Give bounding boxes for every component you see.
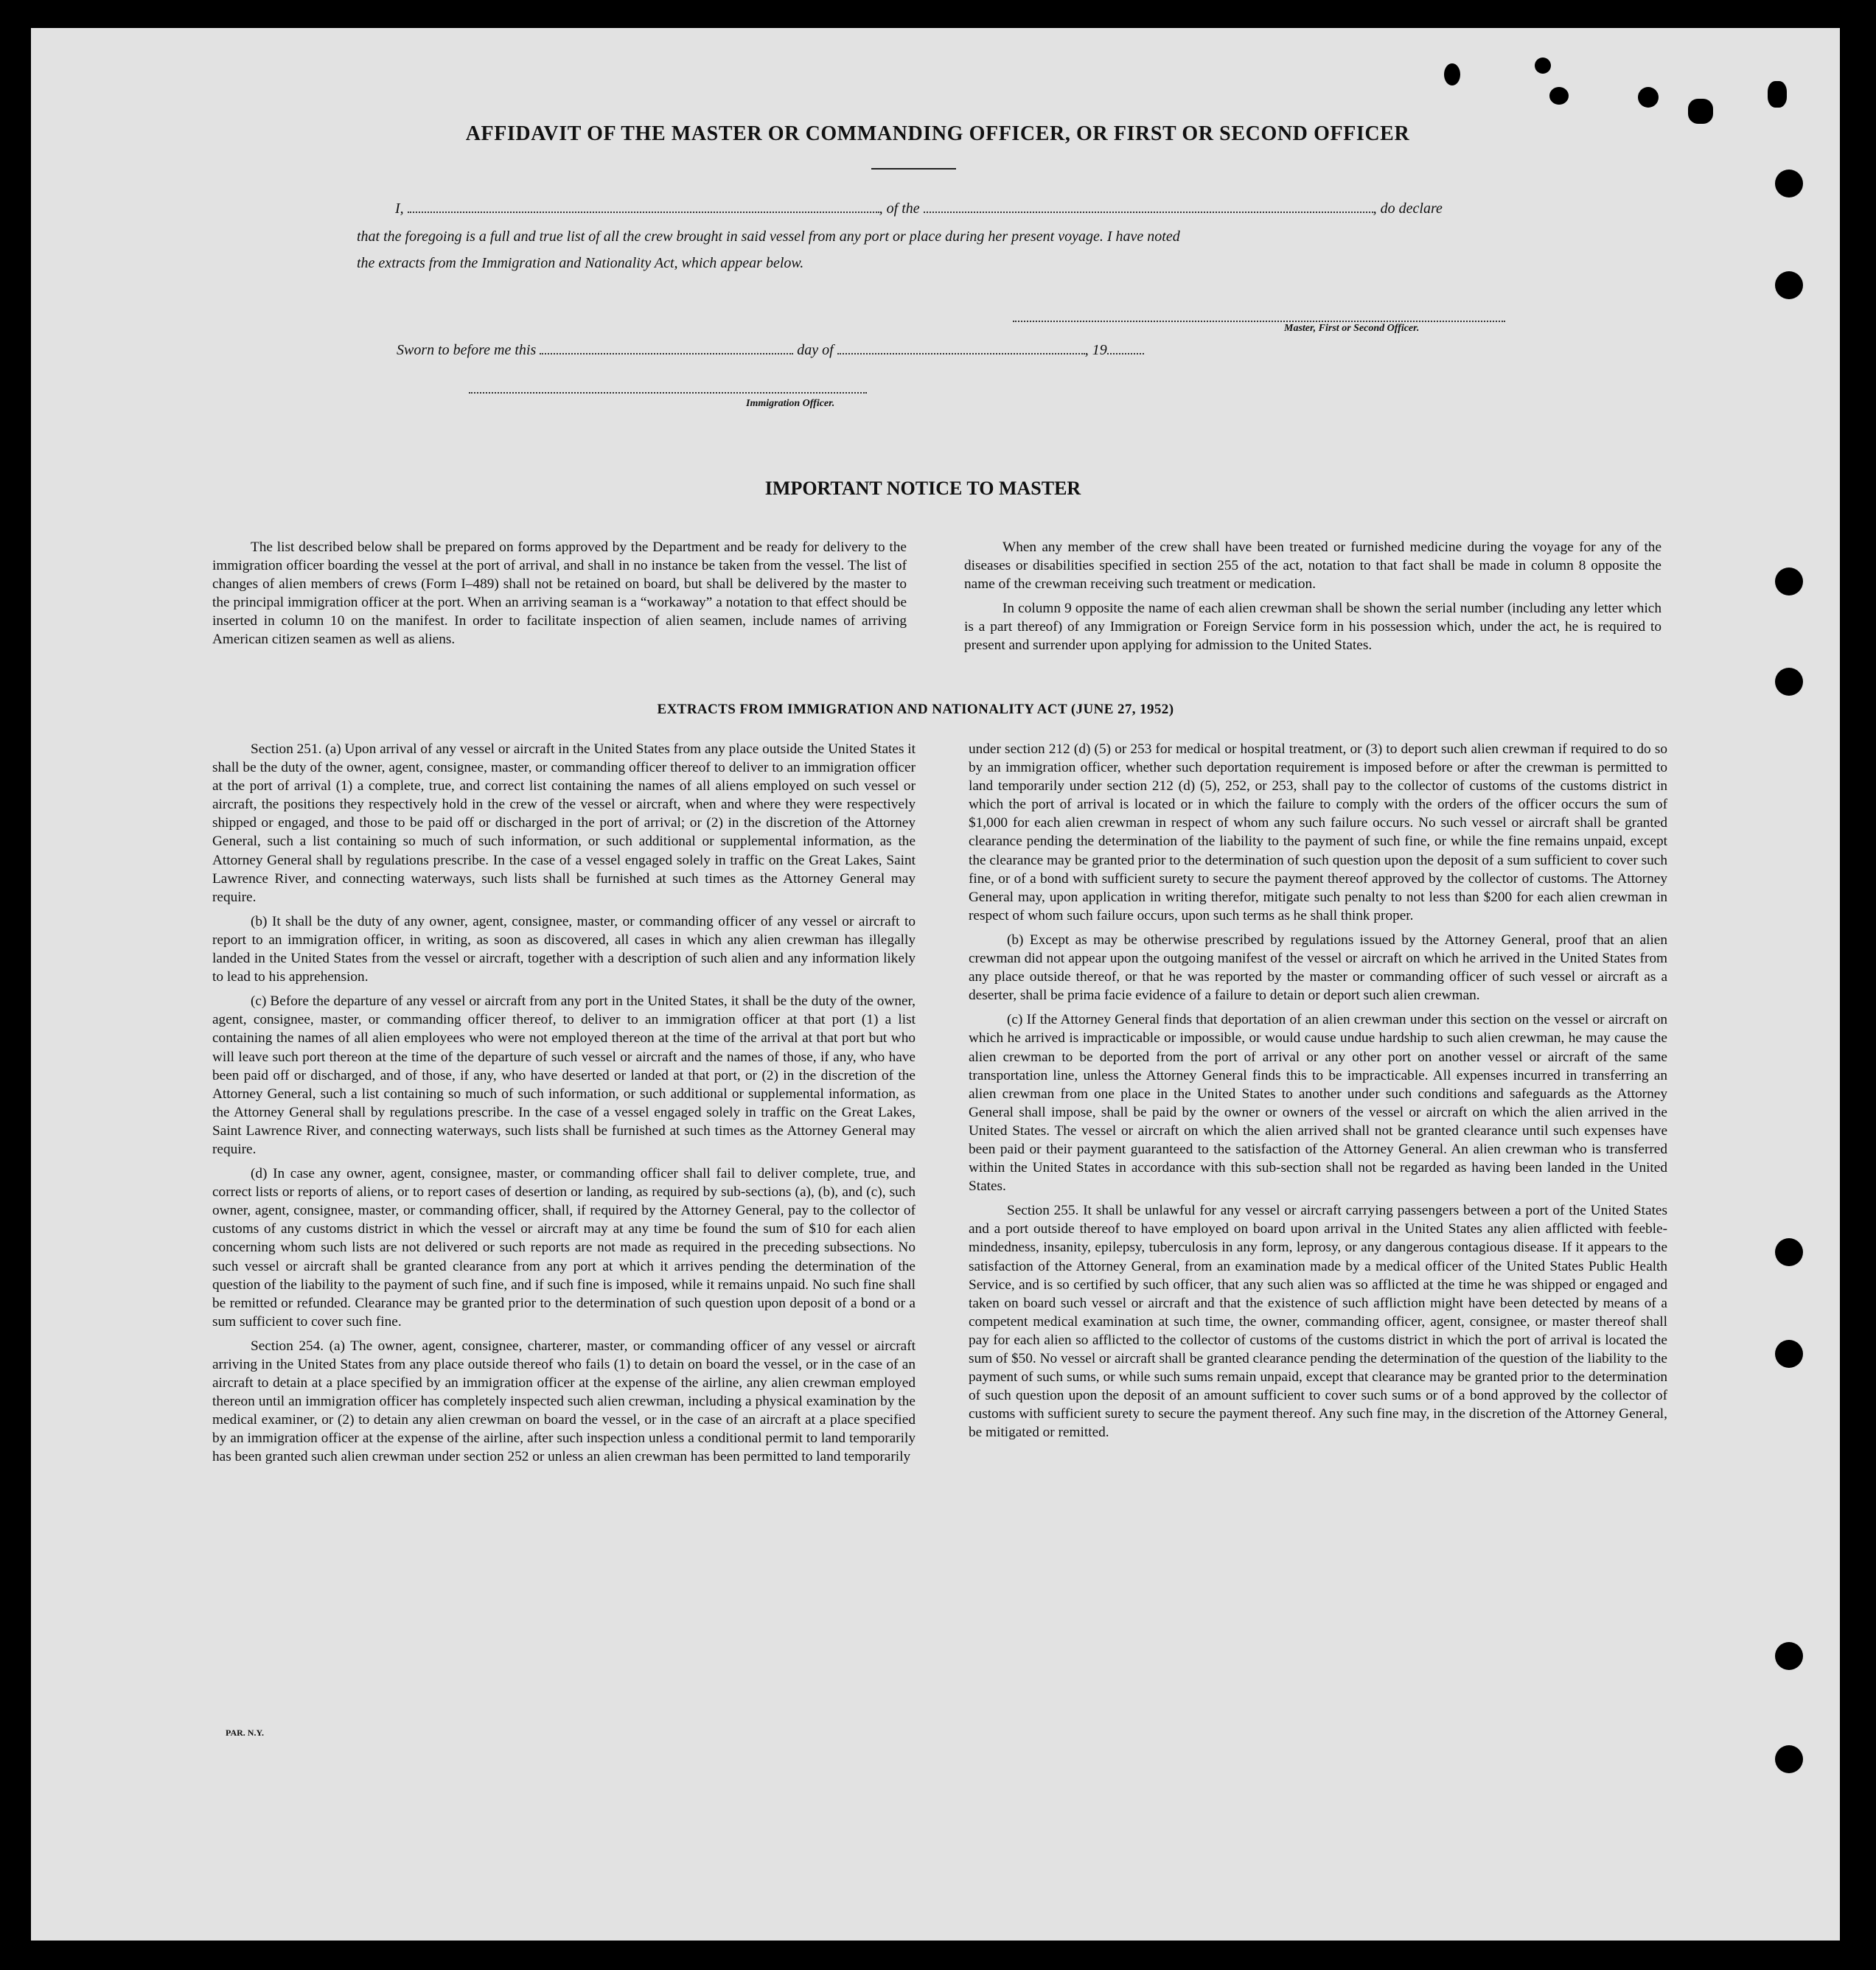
extracts-title: EXTRACTS FROM IMMIGRATION AND NATIONALITY ACT (JUNE 27, 1952) (657, 702, 1174, 717)
affidavit-line-3: the extracts from the Immigration and Nationality Act, which appear below. (357, 255, 804, 271)
ink-spot (1444, 63, 1460, 85)
ink-spot (1549, 87, 1569, 105)
printer-mark: PAR. N.Y. (226, 1728, 265, 1738)
punch-hole (1775, 1642, 1803, 1670)
day-of-label: day of (797, 342, 834, 358)
ink-spot (1688, 99, 1713, 124)
notice-paragraph: In column 9 opposite the name of each alien crewman shall be shown the serial number (including any letter which is a part thereof) of any Immigration or Foreign Service form in his possession which, under the act, he is required to present and surrender upon applying for admission to the United States. (964, 601, 1661, 654)
notice-right-column (964, 538, 1661, 661)
do-declare-label: , do declare (1373, 200, 1443, 217)
statute-paragraph: Section 255. It shall be unlawful for any vessel or aircraft carrying passengers between a port of the United States and a port outside thereof to have employed on board upon arrival in the United States any alien afflicted with feeble-mindedness, insanity, epilepsy, tuberculosis in any form, leprosy, or any dangerous contagious disease. If it appears to the satisfaction of the Attorney General, from an examination made by a medical officer of the United States Public Health Service, and is so certified by such officer, that any such alien was so afflicted at the time he was shipped or engaged and taken on board such vessel or aircraft and that the existence of such affliction might have been detected by means of a competent medical examination at such time, the owner, commanding officer, agent, consignee, or master thereof shall pay for each alien so afflicted to the collector of customs of the customs district in which the port of arrival is located the sum of $50. No vessel or aircraft shall be granted clearance pending the determination of the question of the liability to the payment of such sums, or while such sums remain unpaid, except that clearance may be granted prior to the determination of such question upon the deposit of an amount sufficient to cover such sums or of a bond approved by the collector of customs with sufficient surety to secure the payment thereof. Any such fine may, in the discretion of the Attorney General, be mitigated or remitted. (969, 1203, 1667, 1441)
sworn-day-blank[interactable] (540, 352, 793, 354)
statute-paragraph: (c) Before the departure of any vessel or aircraft from any port in the United States, it shall be the duty of the owner, agent, consignee, master, or commanding officer thereof, to deliver to an immigration officer at that port (1) a list containing the names of all alien employees who were not employed thereon at the time of the arrival at that port but who will leave such port thereon at the time of the departure of such vessel or aircraft and the names of those, if any, who have been paid off or discharged, and of those, if any, who have deserted or landed at that port, or (2) in the discretion of the Attorney General, such a list containing so much of such information, or such additional or supplemental information, as the Attorney General shall by regulations prescribe. In the case of a vessel engaged solely in traffic on the Great Lakes, Saint Lawrence River, and connecting waterways, such lists shall be furnished at such times as the Attorney General may require. (212, 993, 916, 1157)
sworn-year-blank[interactable] (1107, 352, 1144, 354)
punch-hole (1775, 567, 1803, 595)
punch-hole (1775, 1745, 1803, 1773)
extracts-left-column (212, 740, 916, 1473)
statute-paragraph: (c) If the Attorney General finds that deportation of an alien crewman under this section on the vessel or aircraft on which he arrived is impracticable or impossible, or would cause undue hardship to such alien crewman, he may cause the alien crewman to be deported from the port of arrival or any other port on another vessel or aircraft of the same transportation line, unless the Attorney General finds this to be impracticable. All expenses incurred in transferring an alien crewman from one place in the United States to another under such conditions and safeguards as the Attorney General shall impose, shall be paid by the owner or owners of the vessel or aircraft on which the alien arrived in the United States. The vessel or aircraft on which the alien arrived shall not be granted clearance until such expenses have been paid or their payment guaranteed to the satisfaction of the Attorney General. An alien crewman who is transferred within the United States in accordance with this sub-section shall not be regarded as having been landed in the United States. (969, 1012, 1667, 1195)
sworn-line (397, 342, 1144, 359)
statute-paragraph: (d) In case any owner, agent, consignee, master, or commanding officer shall fail to deliver complete, true, and correct lists or reports of aliens, or to report cases of desertion or landing, as required by sub-sections (a), (b), and (c), such owner, agent, consignee, master, or commanding officer, shall, if required by the Attorney General, pay to the collector of customs of any customs district in which the vessel or aircraft may at any time be found the sum of $10 for each alien concerning whom such lists are not delivered or such reports are not made as required in the preceding subsections. No such vessel or aircraft shall be granted clearance from any port at which it arrives pending the determination of the question of the liability to the payment of such fine, and if such fine is imposed, while it remains unpaid. No such fine shall be remitted or refunded. Clearance may be granted prior to the determination of such question upon deposit of a bond or a sum sufficient to cover such fine. (212, 1166, 916, 1330)
master-signature-label: Master, First or Second Officer. (1284, 323, 1420, 334)
notice-paragraph: The list described below shall be prepared on forms approved by the Department and be ready for delivery to the immigration officer boarding the vessel at the port of arrival, and shall in no instance be taken from the vessel. The list of changes of alien members of crews (Form I–489) shall not be retained on board, but shall be delivered by the master to the principal immigration officer at the port. When an arriving seaman is a “workaway” a notation to that effect should be inserted in column 10 on the manifest. In order to facilitate inspection of alien seamen, include names of arriving American citizen seamen as well as aliens. (212, 539, 907, 648)
of-the-label: , of the (879, 200, 920, 217)
ink-spot (1535, 57, 1551, 74)
punch-hole (1775, 668, 1803, 696)
title-rule (871, 168, 956, 170)
immigration-officer-signature-line[interactable] (469, 392, 867, 394)
sworn-month-blank[interactable] (837, 352, 1085, 354)
punch-hole (1775, 1238, 1803, 1266)
immigration-officer-label: Immigration Officer. (746, 398, 835, 409)
notice-left-column (212, 538, 907, 655)
notice-title: IMPORTANT NOTICE TO MASTER (764, 478, 1081, 499)
ink-spot (1638, 87, 1659, 108)
affidavit-line-1 (395, 200, 1443, 217)
statute-paragraph: (b) Except as may be otherwise prescribed by regulations issued by the Attorney General, proof that an alien crewman did not appear upon the outgoing manifest of the vessel or aircraft on which he arrived in the United States from any place outside thereof, or that he was reported by the master or commanding officer of such vessel or aircraft as a deserter, shall be prima facie evidence of a failure to detain or deport such alien crewman. (969, 932, 1667, 1004)
punch-hole (1775, 170, 1803, 198)
declarant-label: I, (395, 200, 404, 217)
punch-hole (1775, 1340, 1803, 1368)
statute-paragraph: under section 212 (d) (5) or 253 for medical or hospital treatment, or (3) to deport such alien crewman if required to do so by an immigration officer, whether such deportation requirement is imposed before or after the crewman is permitted to land temporarily under section 212 (d) (5), 252, or 253, shall pay to the collector of customs of the customs district in which the port of arrival is located or in which the failure to comply with the orders of the officer occurs the sum of $1,000 for each alien crewman in respect of whom any such failure occurs. No such vessel or aircraft shall be granted clearance pending the determination of the liability to the payment of such fine, or while the fine remains unpaid, except the clearance may be granted prior to the determination of such question upon the deposit of a sum sufficient to cover such fine, or of a bond with sufficient surety to secure the payment thereof approved by the collector of customs. The Attorney General may, upon application in writing therefor, mitigate such penalty to not less than $200 for each alien crewman in respect of whom such failure occurs, upon such terms as he shall think proper. (969, 741, 1667, 923)
ink-spot (1768, 81, 1787, 108)
punch-hole (1775, 271, 1803, 299)
document-page (31, 28, 1840, 1941)
master-signature-line[interactable] (1013, 321, 1505, 322)
affidavit-title: AFFIDAVIT OF THE MASTER OR COMMANDING OFFICER, OR FIRST OR SECOND OFFICER (465, 122, 1410, 145)
extracts-right-column (969, 740, 1667, 1447)
vessel-name-blank[interactable] (924, 211, 1373, 213)
declarant-name-blank[interactable] (408, 211, 879, 213)
sworn-label: Sworn to before me this (397, 342, 537, 358)
statute-paragraph: Section 251. (a) Upon arrival of any vessel or aircraft in the United States from any place outside the United States it shall be the duty of the owner, agent, consignee, master, or commanding officer thereof to deliver to an immigration officer at the port of arrival (1) a complete, true, and correct list containing the names of all aliens employed on such vessel or aircraft, the positions they respectively hold in the crew of the vessel or aircraft, when and where they were respectively shipped or engaged, and those to be paid off or discharged in the port of arrival; or (2) in the discretion of the Attorney General, such a list containing so much of such information, or such additional or supplemental information, as the Attorney General shall by regulations prescribe. In the case of a vessel engaged solely in traffic on the Great Lakes, Saint Lawrence River, and connecting waterways, such lists shall be furnished at such times as the Attorney General may require. (212, 741, 916, 905)
year-label: , 19 (1084, 342, 1107, 358)
notice-paragraph: When any member of the crew shall have been treated or furnished medicine during the voyage for any of the diseases or disabilities specified in section 255 of the act, notation to that fact shall be made in column 8 opposite the name of the crewman receiving such treatment or medication. (964, 539, 1661, 593)
statute-paragraph: Section 254. (a) The owner, agent, consignee, charterer, master, or commanding officer of any vessel or aircraft arriving in the United States from any place outside thereof who fails (1) to detain on board the vessel, or in the case of an aircraft to detain at a place specified by an immigration officer at the expense of the airline, any alien crewman employed thereon until an immigration officer has completely inspected such alien crewman, including a physical examination by the medical examiner, or (2) to detain any alien crewman on board the vessel, or in the case of an aircraft at a place specified by an immigration officer at the expense of the airline, after such inspection unless a conditional permit to land temporarily has been granted such alien crewman under section 252 or unless an alien crewman has been permitted to land temporarily (212, 1338, 916, 1465)
statute-paragraph: (b) It shall be the duty of any owner, agent, consignee, master, or commanding officer of any vessel or aircraft to report to an immigration officer, in writing, as soon as discovered, all cases in which any alien crewman has illegally landed in the United States from the vessel or aircraft, together with a description of such alien and any information likely to lead to his apprehension. (212, 913, 916, 985)
affidavit-line-2: that the foregoing is a full and true list of all the crew brought in said vessel from any port or place during her present voyage. I have noted (357, 228, 1180, 245)
